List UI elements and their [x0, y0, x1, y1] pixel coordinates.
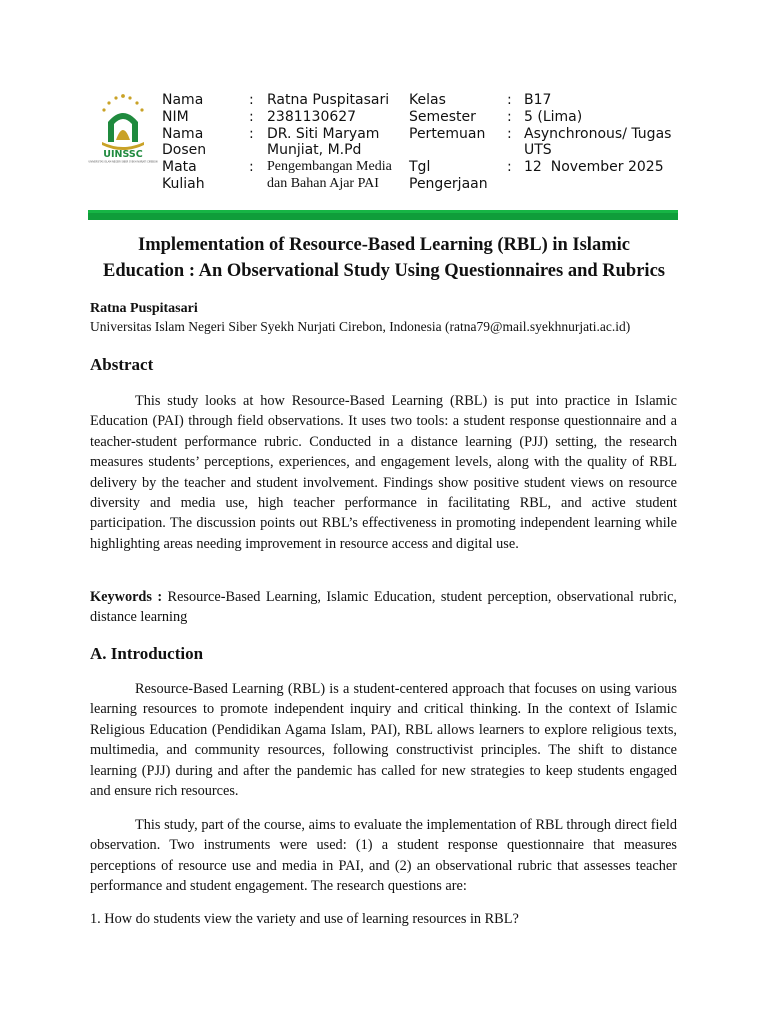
introduction-paragraph-1	[90, 679, 677, 801]
field-value: Munjiat, M.Pd	[267, 142, 362, 158]
field-label: Kelas	[409, 92, 446, 108]
field-colon: :	[507, 159, 512, 175]
author-name: Ratna Puspitasari	[90, 301, 198, 316]
abstract-heading: Abstract	[90, 355, 154, 374]
title-line: Education : An Observational Study Using Questionnaires and Rubrics	[103, 261, 665, 281]
field-label: Nama	[162, 92, 204, 108]
intro-p2-text: This study, part of the course, aims to evaluate the implementation of RBL through direct field observation. Two instruments were used: (1) a student response questionnaire that measures perceptions of resource use and media in PAI, and (2) an observational rubric that assesses teacher performance and student engagement. The research questions are:	[90, 817, 677, 895]
intro-p1-text: Resource-Based Learning (RBL) is a student-centered approach that focuses on using various learning resources to promote independent inquiry and critical thinking. In the context of Islamic Religious Education (Pendidikan Agama Islam, PAI), RBL allows learners to explore religious texts, multimedia, and community resources, following constructivist principles. The shift to distance learning (PJJ) during and after the pandemic has called for new strategies to keep students engaged and ensure rich resources.	[90, 681, 677, 800]
field-colon: :	[249, 109, 254, 125]
keywords-text: Resource-Based Learning, Islamic Education, student perception, observational rubric, distance learning	[90, 589, 677, 626]
introduction-paragraph-2	[90, 815, 677, 897]
logo-text: UINSSC	[103, 149, 143, 160]
field-colon: :	[249, 92, 254, 108]
field-colon: :	[507, 109, 512, 125]
university-logo	[88, 92, 158, 164]
field-colon: :	[507, 126, 512, 142]
field-value: 12 November 2025	[524, 159, 664, 175]
field-value: Asynchronous/ Tugas	[524, 126, 672, 142]
title-line: Implementation of Resource-Based Learning (RBL) in Islamic	[138, 235, 630, 255]
field-value: dan Bahan Ajar PAI	[267, 176, 379, 191]
field-value: Ratna Puspitasari	[267, 92, 390, 108]
field-label: Mata	[162, 159, 197, 175]
field-label: Nama	[162, 126, 204, 142]
field-label: Pertemuan	[409, 126, 486, 142]
logo-subtext: UNIVERSITAS ISLAM NEGERI SIBER SYEKH NURJATI CIREBON	[88, 160, 158, 164]
field-label: Pengerjaan	[409, 176, 488, 192]
introduction-heading: A. Introduction	[90, 644, 204, 663]
keywords	[90, 587, 677, 628]
field-value: Pengembangan Media	[267, 159, 392, 174]
field-colon: :	[249, 126, 254, 142]
field-label: Dosen	[162, 142, 207, 158]
field-label: NIM	[162, 109, 189, 125]
keywords-label: Keywords :	[90, 589, 163, 605]
field-value: B17	[524, 92, 552, 108]
field-value: DR. Siti Maryam	[267, 126, 380, 142]
field-value: UTS	[524, 142, 552, 158]
field-value: 5 (Lima)	[524, 109, 583, 125]
field-colon: :	[249, 159, 254, 175]
abstract-paragraph	[90, 391, 677, 554]
abstract-text: This study looks at how Resource-Based Learning (RBL) is put into practice in Islamic Education (PAI) through field observations. It uses two tools: a student response questionnaire and a teacher-student performance rubric. Conducted in a distance learning (PJJ) setting, the research measures students’ perceptions, experiences, and engagement levels, along with the quality of RBL delivery by the teacher and student involvement. Findings show positive student views on resource diversity and media use, high teacher performance in facilitating RBL, and active student participation. The discussion points out RBL’s effectiveness in promoting independent learning while highlighting areas needing improvement in resource access and digital use.	[90, 393, 677, 552]
paper-title	[90, 232, 678, 284]
research-question-1: 1. How do students view the variety and use of learning resources in RBL?	[90, 911, 519, 927]
field-label: Semester	[409, 109, 476, 125]
field-label: Tgl	[409, 159, 431, 175]
field-value: 2381130627	[267, 109, 357, 125]
field-label: Kuliah	[162, 176, 205, 192]
field-colon: :	[507, 92, 512, 108]
author-affiliation: Universitas Islam Negeri Siber Syekh Nurjati Cirebon, Indonesia (ratna79@mail.syekhnurjati.ac.id)	[90, 319, 631, 334]
header-divider	[88, 210, 678, 220]
